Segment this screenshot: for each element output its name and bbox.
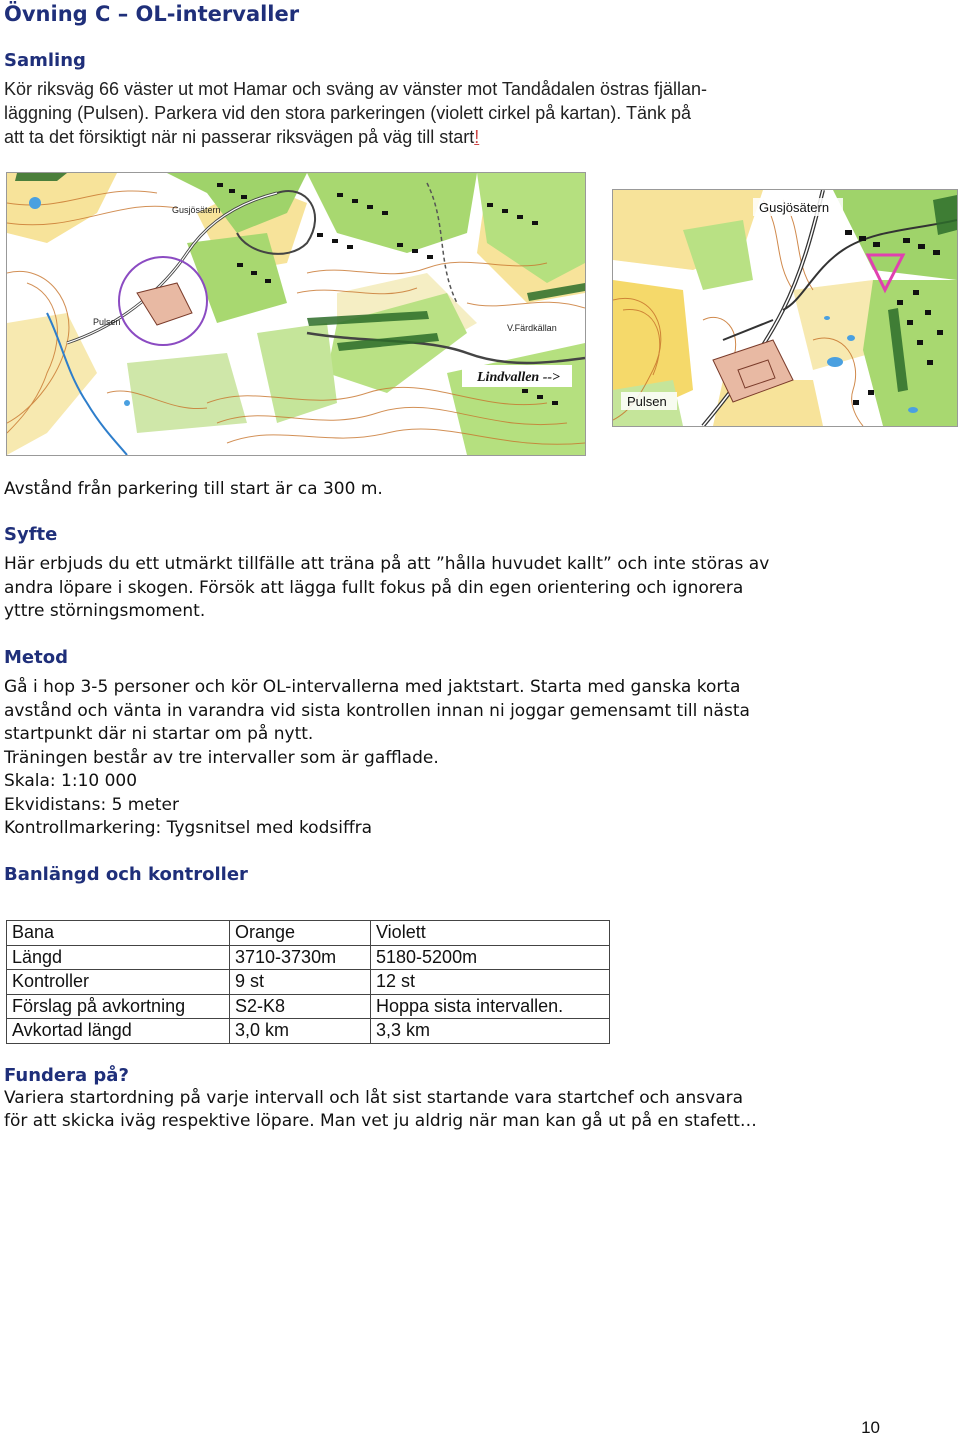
syfte-line-3: yttre störningsmoment.: [4, 601, 206, 621]
table-cell: Violett: [371, 921, 610, 946]
map-label-lindvallen: Lindvallen -->: [477, 370, 561, 385]
orienteering-map-overview: [6, 172, 586, 456]
table-cell: 5180-5200m: [371, 945, 610, 970]
metod-line-3: startpunkt där ni startar om på nytt.: [4, 724, 314, 744]
metod-line-5: Skala: 1:10 000: [4, 771, 138, 791]
table-cell: Hoppa sista intervallen.: [371, 994, 610, 1019]
fundera-line-2: för att skicka iväg respektive löpare. Man vet ju aldrig när man kan gå ut på en stafett…: [4, 1111, 757, 1131]
samling-line-1: Kör riksväg 66 väster ut mot Hamar och sväng av vänster mot Tandådalen östras fjällan-: [4, 79, 708, 99]
page-title: Övning C – OL-intervaller: [4, 2, 300, 26]
distance-text: Avstånd från parkering till start är ca 300 m.: [4, 479, 383, 499]
table-cell: Avkortad längd: [7, 1019, 230, 1044]
map-detail-label-pulsen: Pulsen: [627, 394, 667, 409]
table-row: [7, 945, 610, 970]
table-row: [7, 970, 610, 995]
table-row: [7, 994, 610, 1019]
banlangd-heading: Banlängd och kontroller: [4, 864, 248, 885]
page-number: 10: [861, 1418, 880, 1437]
syfte-line-2: andra löpare i skogen. Försök att lägga fullt fokus på din egen orientering och ignorera: [4, 578, 744, 598]
samling-heading: Samling: [4, 50, 86, 71]
fundera-line-1: Variera startordning på varje intervall och låt sist startande vara startchef och ansvara: [4, 1088, 744, 1108]
metod-line-7: Kontrollmarkering: Tygsnitsel med kodsiffra: [4, 818, 373, 838]
fundera-heading: Fundera på?: [4, 1065, 129, 1086]
map-label-gusjosatern: Gusjösätern: [172, 205, 221, 215]
map-label-pulsen: Pulsen: [93, 317, 121, 327]
table-cell: Förslag på avkortning: [7, 994, 230, 1019]
syfte-heading: Syfte: [4, 524, 58, 545]
table-cell: Bana: [7, 921, 230, 946]
map-label-vfardkallan: V.Färdkällan: [507, 323, 557, 333]
metod-line-4: Träningen består av tre intervaller som är gafflade.: [4, 748, 439, 768]
table-cell: 3710-3730m: [230, 945, 371, 970]
orienteering-map-detail: [612, 189, 958, 427]
table-cell: 3,0 km: [230, 1019, 371, 1044]
table-cell: 3,3 km: [371, 1019, 610, 1044]
metod-line-1: Gå i hop 3-5 personer och kör OL-intervallerna med jaktstart. Starta med ganska korta: [4, 677, 741, 697]
table-cell: Orange: [230, 921, 371, 946]
table-row: [7, 1019, 610, 1044]
table-cell: 12 st: [371, 970, 610, 995]
metod-heading: Metod: [4, 647, 68, 668]
table-row: [7, 921, 610, 946]
table-cell: 9 st: [230, 970, 371, 995]
metod-line-6: Ekvidistans: 5 meter: [4, 795, 179, 815]
samling-line-3: [4, 125, 904, 149]
table-cell: Kontroller: [7, 970, 230, 995]
samling-line-3-text: att ta det försiktigt när ni passerar riksvägen på väg till start: [4, 127, 475, 147]
samling-line-2: läggning (Pulsen). Parkera vid den stora parkeringen (violett cirkel på kartan). Tänk på: [4, 103, 692, 123]
course-table: [6, 920, 610, 1044]
table-cell: Längd: [7, 945, 230, 970]
syfte-line-1: Här erbjuds du ett utmärkt tillfälle att träna på att ”hålla huvudet kallt” och inte störas av: [4, 554, 770, 574]
exclamation-link[interactable]: !: [474, 127, 480, 147]
map-detail-label-gusjosatern: Gusjösätern: [759, 200, 830, 215]
metod-line-2: avstånd och vänta in varandra vid sista kontrollen innan ni joggar gemensamt till nästa: [4, 701, 750, 721]
table-cell: S2-K8: [230, 994, 371, 1019]
